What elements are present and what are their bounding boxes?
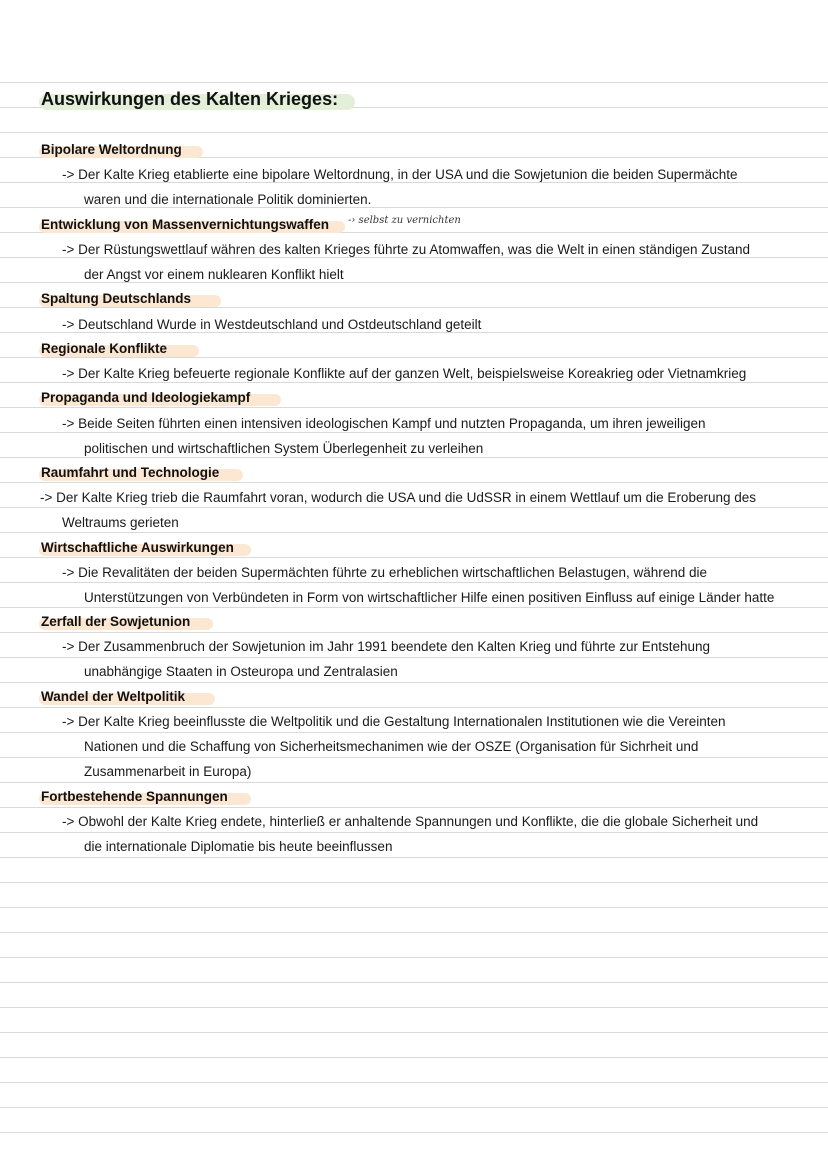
section-line: -> Die Revalitäten der beiden Supermächten führte zu erheblichen wirtschaftlichen Belastugen, während die [62,565,708,580]
section-line: waren und die internationale Politik dominierten. [84,192,372,207]
section-line: die internationale Diplomatie bis heute beeinflussen [84,839,393,854]
section-line: -> Der Kalte Krieg befeuerte regionale Konflikte auf der ganzen Welt, beispielsweise Koreakrieg oder Vietnamkrieg [62,366,747,381]
page-title-wrap [41,89,338,110]
section-heading: Spaltung Deutschlands [41,291,191,306]
section-line: -> Der Kalte Krieg beeinflusste die Weltpolitik und die Gestaltung Internationalen Institutionen wie die Vereinten [62,714,726,729]
section-line: -> Obwohl der Kalte Krieg endete, hinterließ er anhaltende Spannungen und Konflikte, die die globale Sicherheit und [62,814,759,829]
section-line: -> Der Kalte Krieg trieb die Raumfahrt voran, wodurch die USA und die UdSSR in einem Wettlauf um die Eroberung des [40,490,756,505]
section-heading: Bipolare Weltordnung [41,142,182,157]
section-heading: Zerfall der Sowjetunion [41,614,190,629]
section-heading: Fortbestehende Spannungen [41,789,228,804]
section-line: politischen und wirtschaftlichen System Überlegenheit zu verleihen [84,441,484,456]
section-line: unabhängige Staaten in Osteuropa und Zentralasien [84,664,398,679]
section-line: -> Der Zusammenbruch der Sowjetunion im Jahr 1991 beendete den Kalten Krieg und führte zur Entstehung [62,639,711,654]
section-heading: Wirtschaftliche Auswirkungen [41,540,234,555]
section-heading: Propaganda und Ideologiekampf [41,390,250,405]
page-title: Auswirkungen des Kalten Krieges: [41,89,339,109]
section-line: -> Beide Seiten führten einen intensiven ideologischen Kampf und nutzten Propaganda, um ihren jeweiligen [62,416,706,431]
section-line: Nationen und die Schaffung von Sicherheitsmechanimen wie der OSZE (Organisation für Sichrheit und [84,739,699,754]
section-heading: Wandel der Weltpolitik [41,689,185,704]
section-line: Weltraums gerieten [62,515,179,530]
section-line: Unterstützungen von Verbündeten in Form von wirtschaftlicher Hilfe einen positiven Einfluss auf einige Länder hatte [84,590,775,605]
section-heading: Entwicklung von Massenvernichtungswaffen [41,217,329,232]
section-line: der Angst vor einem nuklearen Konflikt hielt [84,267,344,282]
section-heading: Raumfahrt und Technologie [41,465,219,480]
section-line: -> Der Rüstungswettlauf währen des kalten Krieges führte zu Atomwaffen, was die Welt in einen ständigen Zustand [62,242,751,257]
section-line: -> Deutschland Wurde in Westdeutschland und Ostdeutschland geteilt [62,317,482,332]
section-line: Zusammenarbeit in Europa) [84,764,252,779]
section-heading: Regionale Konflikte [41,341,167,356]
section-line: -> Der Kalte Krieg etablierte eine bipolare Weltordnung, in der USA und die Sowjetunion die beiden Supermächte [62,167,738,182]
handwritten-annotation: -› selbst zu vernichten [348,215,461,226]
